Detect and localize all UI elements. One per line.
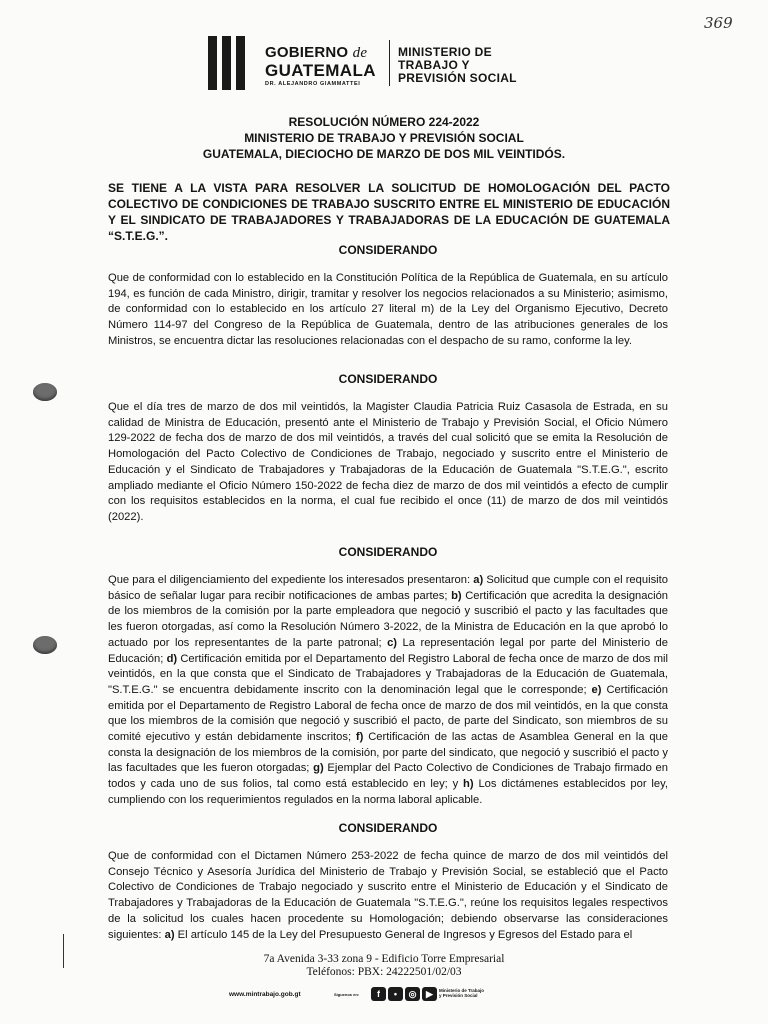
footer-contact-bar: [229, 986, 549, 1002]
item-letter: a): [164, 928, 175, 941]
gov-line3: DR. ALEJANDRO GIAMMATTEI: [265, 81, 361, 87]
government-logo-text: [265, 45, 376, 88]
considerando-section-2: [108, 372, 668, 526]
address-line: 7a Avenida 3-33 zona 9 - Edificio Torre Empresarial: [263, 953, 505, 965]
ministry-small-logo: Ministerio de Trabajo y Previsión Social: [439, 988, 485, 998]
ministry-name: MINISTERIO DE TRABAJO Y PREVISIÓN SOCIAL: [398, 45, 517, 85]
text-segment: El artículo 145 de la Ley del Presupuesto General de Ingresos y Egresos del Estado para el: [174, 928, 633, 941]
item-letter: c): [387, 636, 398, 649]
section-paragraph: [108, 573, 668, 809]
resolution-subject: SE TIENE A LA VISTA PARA RESOLVER LA SOLICITUD DE HOMOLOGACIÓN DEL PACTO COLECTIVO DE CONDICIONES DE TRABAJO SUSCRITO ENTRE EL MINISTERIO DE EDUCACIÓN Y EL SINDICATO DE TRABAJADORES Y TRABAJADORAS DE LA EDUCACIÓN DE GUATEMALA “S.T.E.G.”.: [108, 181, 670, 243]
text-segment: Certificación que acredita la designación de los miembros de la comisión por la parte empleadora que negoció y suscribió el pacto y las facultades que les fueron otorgadas, así como la Resolución Número 3-2022, de la Ministra de Educación en la que aprobó lo actuado por los representantes de la parte patronal;: [108, 589, 669, 649]
resolution-ministry: MINISTERIO DE TRABAJO Y PREVISIÓN SOCIAL: [244, 131, 524, 145]
text-segment: Que para el diligenciamiento del expediente los interesados presentaron:: [108, 574, 474, 586]
resolution-number: RESOLUCIÓN NÚMERO 224-2022: [288, 115, 480, 129]
resolution-place-date: GUATEMALA, DIECIOCHO DE MARZO DE DOS MIL VEINTIDÓS.: [202, 147, 566, 161]
considerando-section-3: [108, 545, 668, 809]
considerando-section-1: [108, 243, 668, 350]
section-heading: CONSIDERANDO: [338, 372, 438, 386]
website-link[interactable]: www.mintrabajo.gob.gt: [229, 991, 301, 998]
text-segment: Certificación de las actas de Asamblea General en la que consta la designación de los miembros de la comisión, por parte del sindicato, que negoció y suscribió el pacto y las facultades que les fueron otorgadas;: [108, 731, 668, 775]
gov-de: de: [352, 45, 368, 61]
footer-address: [0, 953, 768, 979]
considerando-section-4: [108, 821, 668, 943]
resolution-title: [0, 114, 768, 162]
section-paragraph: Que el día tres de marzo de dos mil veintidós, la Magister Claudia Patricia Ruiz Casasola de Estrada, en su calidad de Ministra de Educación, presentó ante el Ministerio de Trabajo y Previsión Social, el Oficio Número 129-2022 de fecha dos de marzo de dos mil veintidós, a través del cual solicitó que se emita la Resolución de Homologación del Pacto Colectivo de Condiciones de Trabajo, negociado y suscrito entre el Ministerio de Educación y el Sindicato de Trabajadores y Trabajadoras de la Educación de Guatemala "S.T.E.G.", escrito ampliado mediante el Oficio Número 150-2022 de fecha diez de marzo de dos mil veintidós a efecto de cumplir con los requisitos establecidos en la norma, el cual fue recibido el once (11) de marzo de dos mil veintidós (2022).: [108, 401, 668, 523]
text-segment: La representación legal por parte del Ministerio de Educación;: [108, 636, 668, 665]
text-segment: Certificación emitida por el Departamento del Registro Laboral de fecha once de marzo de dos mil veintidós, en la que consta que el Sindicato de Trabajadores y Trabajadoras de la Educación de Guatemala, "S.T.E.G." se encuentra debidamente inscrito con la denominación legal que le corresponde;: [108, 652, 668, 696]
twitter-icon[interactable]: •: [388, 987, 403, 1001]
text-segment: Que de conformidad con el Dictamen Número 253-2022 de fecha quince de marzo de dos mil veintidós del Consejo Técnico y Asesoría Jurídica del Ministerio de Trabajo y Previsión Social, se estableció que el Pacto Colectivo de Condiciones de Trabajo negociado y suscrito entre el Ministerio de Educación y el Sindicato de Trabajadores y Trabajadoras de la Educación de Guatemala "S.T.E.G.", reúne los requisitos legales respectivos de la solicitud los cuales hacen procedente su Homologación; debiendo observarse las consideraciones siguientes:: [108, 850, 668, 941]
youtube-icon[interactable]: ▶: [422, 987, 437, 1001]
text-segment: Ejemplar del Pacto Colectivo de Condiciones de Trabajo firmado en todos y cada uno de sus folios, tal como está establecido en ley; y: [108, 762, 668, 791]
section-paragraph: [108, 849, 668, 943]
instagram-icon[interactable]: ◎: [405, 987, 420, 1001]
facebook-icon[interactable]: f: [371, 987, 386, 1001]
header-divider: [389, 40, 390, 86]
letterhead: [208, 36, 568, 92]
item-letter: a): [473, 574, 484, 586]
item-letter: h): [463, 778, 474, 791]
follow-us-label: Síguenos en:: [334, 992, 360, 997]
phones-line: Teléfonos: PBX: 24222501/02/03: [306, 966, 462, 978]
item-letter: f): [355, 731, 364, 744]
handwritten-page-number: 369: [704, 14, 733, 32]
section-paragraph: Que de conformidad con lo establecido en la Constitución Política de la República de Guatemala, en su artículo 194, es función de cada Ministro, dirigir, tramitar y resolver los negocios relacionados a su Ministerio; asimismo, de conformidad con lo establecido en los artículo 27 literal m) de la Ley del Organismo Ejecutivo, Decreto Número 114-97 del Congreso de la República de Guatemala, dentro de las atribuciones generales de los Ministros, se encuentra dictar las resoluciones relacionadas con el despacho de su ramo, conforme la ley.: [108, 272, 668, 347]
item-letter: d): [166, 652, 178, 665]
section-heading: CONSIDERANDO: [338, 821, 438, 835]
gov-line2: GUATEMALA: [265, 61, 376, 80]
text-segment: Solicitud que cumple con el requisito básico de señalar lugar para recibir notificaciones de ambas partes;: [108, 574, 668, 602]
item-letter: g): [313, 762, 324, 775]
punch-hole: [33, 383, 57, 401]
item-letter: b): [451, 589, 462, 602]
section-heading: CONSIDERANDO: [338, 545, 438, 559]
punch-hole: [33, 636, 57, 654]
gov-line1: GOBIERNO: [265, 44, 349, 61]
text-segment: Los dictámenes establecidos por ley, cumpliendo con los requerimientos regulados en la norma laboral aplicable.: [108, 778, 668, 806]
section-heading: CONSIDERANDO: [338, 243, 438, 257]
text-segment: Certificación emitida por el Departamento de Registro Laboral de fecha once de marzo de dos mil veintidós, en la que consta que los miembros de la comisión que negoció y suscribió el pacto, de parte del Sindicato, son miembros de su comité ejecutivo y están debidamente inscritos;: [108, 683, 668, 744]
item-letter: e): [591, 683, 602, 696]
